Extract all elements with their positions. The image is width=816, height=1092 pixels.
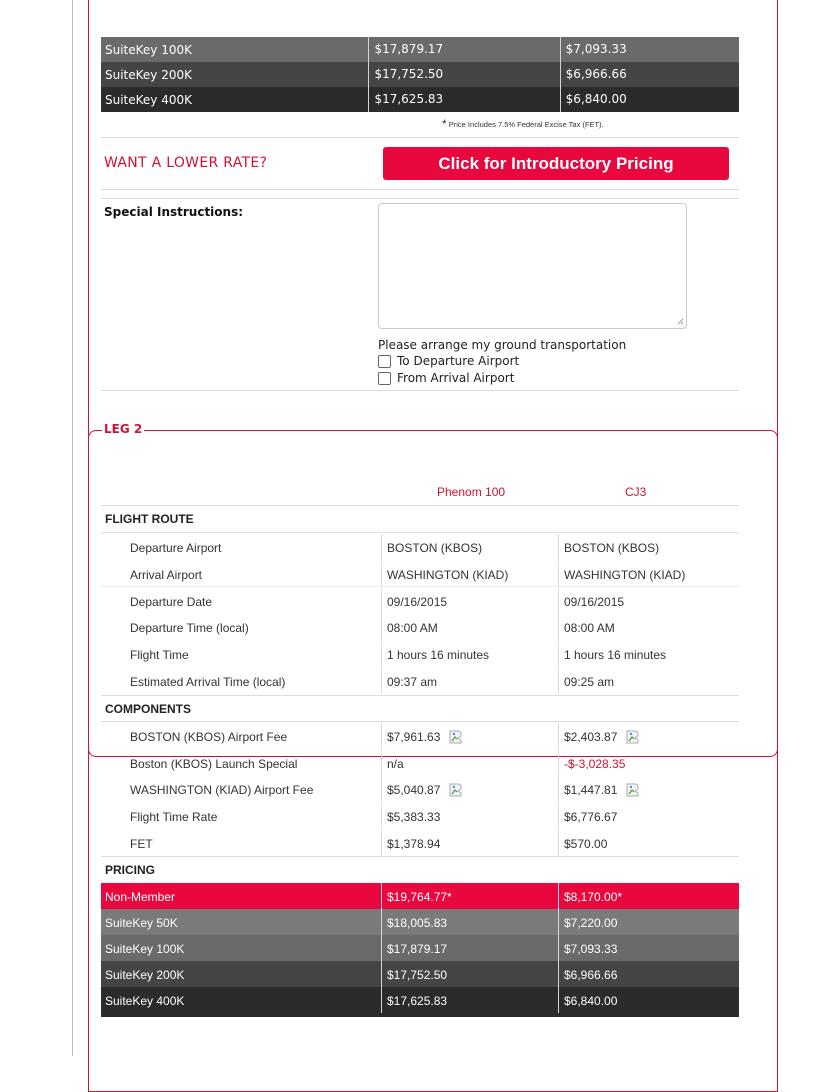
pricing-row xyxy=(101,87,739,112)
row-value-cj3: $6,776.67 xyxy=(564,810,618,824)
fet-note-star: * xyxy=(442,117,447,131)
pricing-row xyxy=(101,909,739,935)
leg-1-pricing-table xyxy=(101,37,739,112)
table-row xyxy=(101,830,739,856)
row-label: WASHINGTON (KIAD) Airport Fee xyxy=(130,783,314,797)
divider xyxy=(101,390,739,391)
introductory-pricing-button[interactable]: Click for Introductory Pricing xyxy=(383,147,729,180)
pricing-value-cj3: $6,966.66 xyxy=(564,968,618,982)
row-value-cj3: 09:25 am xyxy=(564,675,615,689)
table-row xyxy=(101,776,739,802)
pricing-value-cj3: $7,220.00 xyxy=(564,916,618,930)
divider xyxy=(101,695,739,696)
row-value-phenom: 08:00 AM xyxy=(387,621,438,635)
pricing-label: SuiteKey 400K xyxy=(105,994,185,1008)
pricing-row xyxy=(101,62,739,87)
divider xyxy=(101,721,739,722)
pricing-value-phenom: $17,752.50 xyxy=(387,968,448,982)
divider xyxy=(101,189,739,190)
leg-2-legend: LEG 2 xyxy=(104,422,143,436)
pricing-row-non-member xyxy=(101,883,739,909)
special-instructions-textarea[interactable] xyxy=(378,203,687,329)
pricing-value-phenom: $18,005.83 xyxy=(387,916,448,930)
page-left-rule xyxy=(72,0,73,1056)
row-value-phenom: 1 hours 16 minutes xyxy=(387,648,490,662)
row-label: FET xyxy=(130,837,153,851)
row-value-phenom: $7,961.63 xyxy=(387,730,441,744)
pricing-label: SuiteKey 200K xyxy=(105,67,192,82)
from-arrival-option[interactable] xyxy=(378,371,514,385)
pricing-label: Non-Member xyxy=(105,890,176,904)
aircraft-header-cj3: CJ3 xyxy=(625,485,647,499)
pricing-heading: PRICING xyxy=(105,863,156,877)
to-departure-checkbox[interactable] xyxy=(378,355,391,368)
divider xyxy=(101,505,739,506)
broken-image-icon[interactable] xyxy=(626,783,642,797)
pricing-value-phenom: $17,625.83 xyxy=(387,994,448,1008)
pricing-label: SuiteKey 100K xyxy=(105,942,185,956)
pricing-value-cj3: $6,966.66 xyxy=(560,62,739,87)
pricing-value-cj3: $6,840.00 xyxy=(564,994,618,1008)
table-bottom-edge xyxy=(101,1013,739,1017)
row-value-cj3: $570.00 xyxy=(564,837,608,851)
special-instructions-label: Special Instructions: xyxy=(104,205,244,219)
pricing-row xyxy=(101,961,739,987)
table-row xyxy=(101,561,739,587)
broken-image-icon[interactable] xyxy=(626,730,642,744)
row-value-phenom: 09/16/2015 xyxy=(387,595,448,609)
pricing-label: SuiteKey 100K xyxy=(105,42,192,57)
pricing-value-phenom: $19,764.77* xyxy=(387,890,452,904)
row-value-cj3: $1,447.81 xyxy=(564,783,618,797)
pricing-row xyxy=(101,935,739,961)
row-label: BOSTON (KBOS) Airport Fee xyxy=(130,730,288,744)
pricing-value-cj3: $8,170.00* xyxy=(564,890,623,904)
row-value-cj3: 09/16/2015 xyxy=(564,595,625,609)
row-value-phenom: $1,378.94 xyxy=(387,837,441,851)
to-departure-label: To Departure Airport xyxy=(397,354,520,368)
row-value-phenom: $5,040.87 xyxy=(387,783,441,797)
table-row xyxy=(101,588,739,614)
pricing-row xyxy=(101,37,739,62)
row-value-cj3: -$-3,028.35 xyxy=(564,757,626,771)
row-label: Arrival Airport xyxy=(130,568,203,582)
ground-transport-label: Please arrange my ground transportation xyxy=(378,338,627,352)
flight-route-heading: FLIGHT ROUTE xyxy=(105,512,194,526)
row-label: Estimated Arrival Time (local) xyxy=(130,675,286,689)
pricing-value-phenom: $17,879.17 xyxy=(368,37,559,62)
pricing-row xyxy=(101,987,739,1013)
pricing-value-phenom: $17,625.83 xyxy=(368,87,559,112)
row-value-cj3: 1 hours 16 minutes xyxy=(564,648,667,662)
row-value-phenom: 09:37 am xyxy=(387,675,438,689)
divider xyxy=(101,856,739,857)
resize-grip-icon[interactable] xyxy=(677,318,684,325)
row-value-cj3: $2,403.87 xyxy=(564,730,618,744)
table-row xyxy=(101,723,739,749)
pricing-label: SuiteKey 50K xyxy=(105,916,178,930)
table-row xyxy=(101,614,739,640)
from-arrival-label: From Arrival Airport xyxy=(397,371,515,385)
pricing-label: SuiteKey 200K xyxy=(105,968,185,982)
row-value-cj3: WASHINGTON (KIAD) xyxy=(564,568,686,582)
table-row xyxy=(101,750,739,776)
row-label: Departure Airport xyxy=(130,541,222,555)
broken-image-icon[interactable] xyxy=(449,730,465,744)
pricing-value-cj3: $7,093.33 xyxy=(564,942,618,956)
row-value-phenom: $5,383.33 xyxy=(387,810,441,824)
row-value-cj3: BOSTON (KBOS) xyxy=(564,541,660,555)
to-departure-option[interactable] xyxy=(378,354,519,368)
pricing-label: SuiteKey 400K xyxy=(105,92,192,107)
table-row xyxy=(101,534,739,560)
fet-note xyxy=(442,117,604,131)
pricing-value-cj3: $7,093.33 xyxy=(560,37,739,62)
lower-rate-label: WANT A LOWER RATE? xyxy=(104,155,268,171)
broken-image-icon[interactable] xyxy=(449,783,465,797)
row-label: Flight Time xyxy=(130,648,189,662)
row-label: Flight Time Rate xyxy=(130,810,218,824)
pricing-value-phenom: $17,879.17 xyxy=(387,942,448,956)
row-value-phenom: n/a xyxy=(387,757,404,771)
from-arrival-checkbox[interactable] xyxy=(378,372,391,385)
row-label: Boston (KBOS) Launch Special xyxy=(130,757,298,771)
table-row xyxy=(101,641,739,667)
components-heading: COMPONENTS xyxy=(105,702,192,716)
divider xyxy=(101,532,739,533)
row-value-cj3: 08:00 AM xyxy=(564,621,615,635)
row-value-phenom: BOSTON (KBOS) xyxy=(387,541,483,555)
table-row xyxy=(101,668,739,694)
row-label: Departure Date xyxy=(130,595,213,609)
row-value-phenom: WASHINGTON (KIAD) xyxy=(387,568,509,582)
divider xyxy=(101,198,739,199)
row-label: Departure Time (local) xyxy=(130,621,249,635)
aircraft-header-phenom: Phenom 100 xyxy=(437,485,506,499)
pricing-value-cj3: $6,840.00 xyxy=(560,87,739,112)
fet-note-text: Price Includes 7.5% Federal Excise Tax (FET). xyxy=(448,120,604,129)
divider xyxy=(101,137,739,138)
table-row xyxy=(101,803,739,829)
pricing-value-phenom: $17,752.50 xyxy=(368,62,559,87)
